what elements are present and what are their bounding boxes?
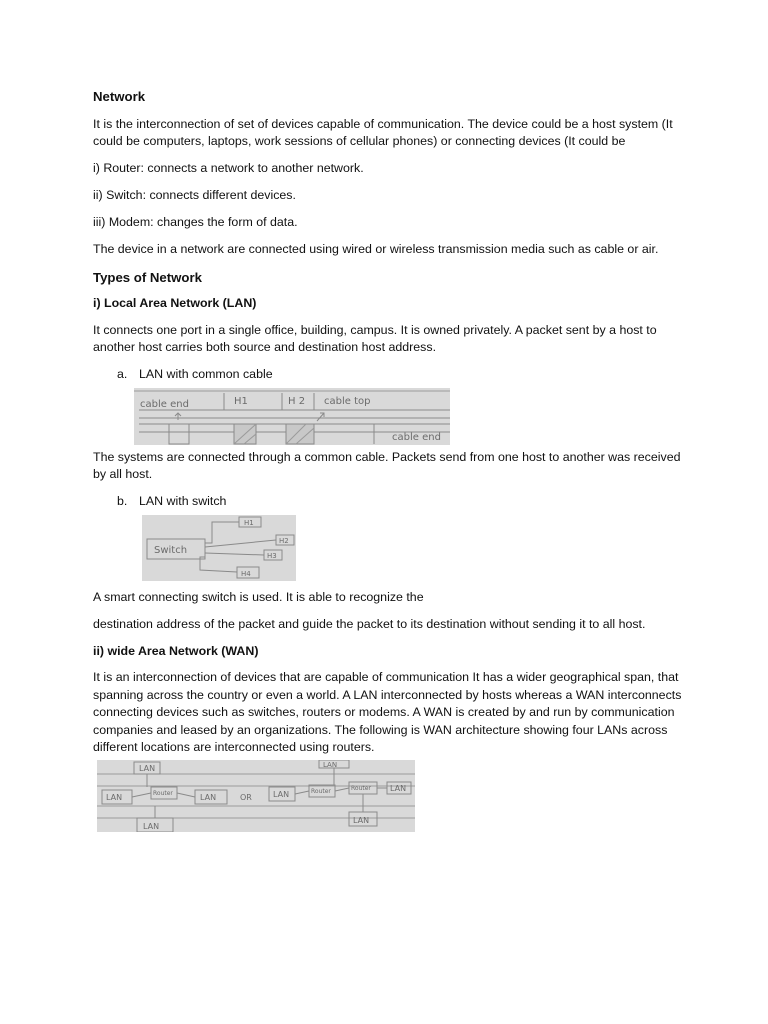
device-router: i) Router: connects a network to another network.	[93, 161, 364, 175]
fig2-h1-label: H1	[244, 518, 254, 527]
wan-lan-mid-label: LAN	[273, 789, 290, 799]
fig1-cable-end-label: cable end	[140, 398, 189, 410]
fig1-cable-end-right-label: cable end	[392, 431, 441, 443]
wan-description: It is an interconnection of devices that are capable of communication It has a wider geographical span, that spanning across the country or even a world. A LAN interconnected by hosts whereas a WAN interconnects connecting devices such as switches, routers or modems. A WAN is created by and run by communication companies and leased by an organizations. The following is WAN architecture showing four LANs across different locations are interconnected using routers.	[93, 670, 682, 754]
lan-switch-figure	[142, 515, 296, 581]
document-body	[93, 88, 683, 832]
wan-lan-bottom-right-label: LAN	[353, 815, 370, 825]
lan-description: It connects one port in a single office, building, campus. It is owned privately. A packet sent by a host to another host carries both source and destination host address.	[93, 322, 657, 354]
lan-common-cable-figure	[134, 388, 450, 445]
switch-description-1: A smart connecting switch is used. It is able to recognize the	[93, 589, 424, 604]
fig2-switch-label: Switch	[154, 544, 188, 556]
wan-router-right-label: Router	[351, 784, 371, 792]
lan-a-item	[93, 366, 683, 384]
wan-architecture-figure	[97, 760, 415, 832]
wan-lan-bottom-label: LAN	[143, 821, 160, 831]
media-paragraph: The device in a network are connected using wired or wireless transmission media such as cable or air.	[93, 242, 659, 256]
fig1-h2-label: H 2	[288, 395, 306, 407]
wan-lan-right-label: LAN	[390, 783, 407, 793]
fig1-cable-top-label: cable top	[324, 395, 371, 407]
device-modem: iii) Modem: changes the form of data.	[93, 215, 298, 229]
intro-paragraph: It is the interconnection of set of devices capable of communication. The device could be a host system (It could be computers, laptops, work sessions of cellular phones) or connecting devices (It could be	[93, 116, 673, 148]
fig1-h1-label: H1	[234, 395, 248, 407]
wan-router-mid-label: Router	[311, 787, 331, 795]
lan-switch-sketch	[142, 515, 296, 581]
lan-b-item	[93, 493, 683, 511]
wan-lan-left-label: LAN	[106, 792, 123, 802]
wan-lan-top-right-label: LAN	[323, 760, 338, 769]
switch-description-2: destination address of the packet and guide the packet to its destination without sending it to all host.	[93, 616, 646, 631]
page-title: Network	[93, 89, 146, 104]
wan-lan-top-label: LAN	[139, 763, 156, 773]
lan-heading: i) Local Area Network (LAN)	[93, 296, 257, 310]
lan-common-cable-sketch	[134, 388, 450, 445]
wan-heading: ii) wide Area Network (WAN)	[93, 643, 259, 658]
lan-a-label: LAN with common cable	[139, 367, 273, 381]
fig2-h2-label: H2	[279, 536, 289, 545]
wan-architecture-sketch	[97, 760, 415, 832]
lan-a-description: The systems are connected through a common cable. Packets send from one host to another was received by all host.	[93, 449, 681, 481]
fig2-h4-label: H4	[241, 569, 251, 578]
lan-a-marker: a.	[117, 367, 128, 381]
types-heading: Types of Network	[93, 269, 202, 285]
wan-or-label: OR	[240, 792, 252, 802]
lan-b-marker: b.	[117, 494, 128, 508]
fig2-h3-label: H3	[267, 551, 277, 560]
lan-b-label: LAN with switch	[139, 494, 227, 508]
wan-router-left-label: Router	[153, 789, 173, 797]
device-switch: ii) Switch: connects different devices.	[93, 188, 296, 202]
wan-lan-center-label: LAN	[200, 792, 217, 802]
